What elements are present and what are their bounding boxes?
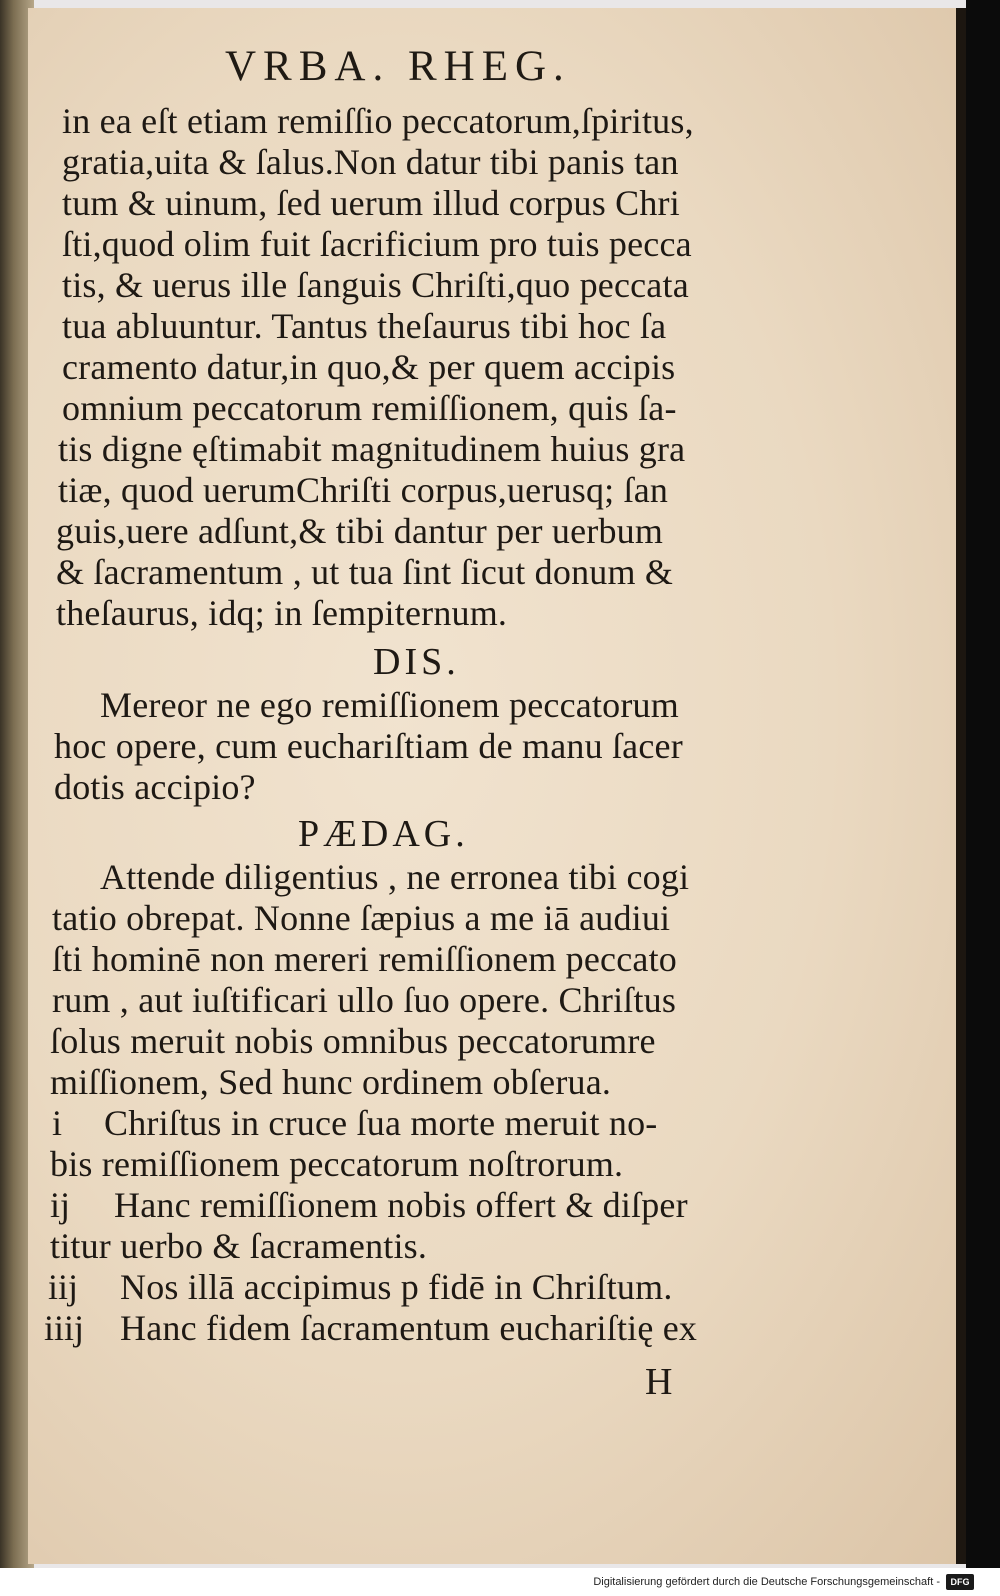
signature-mark: H <box>645 1361 673 1403</box>
point-marker: iij <box>48 1267 79 1307</box>
text-line: tatio obrepat. Nonne ſæpius a me iā audiui <box>52 898 671 938</box>
text-line: ſti,quod olim fuit ſacrificium pro tuis pecca <box>62 224 692 264</box>
point-marker: ij <box>50 1185 71 1225</box>
text-line: Hanc fidem ſacramentum euchariſtię ex <box>120 1308 698 1348</box>
speaker-heading: PÆDAG. <box>298 813 469 855</box>
text-line: Mereor ne ego remiſſionem peccatorum <box>100 685 679 725</box>
text-line: tua abluuntur. Tantus theſaurus tibi hoc ſa <box>62 306 667 346</box>
text-line: gratia,uita & ſalus.Non datur tibi panis tan <box>62 142 679 182</box>
text-line: titur uerbo & ſacramentis. <box>50 1226 428 1266</box>
text-line: dotis accipio? <box>54 767 256 807</box>
text-line: in ea eſt etiam remiſſio peccatorum,ſpiritus, <box>62 101 694 141</box>
scan-edge <box>966 0 1000 1568</box>
text-line: tiæ, quod uerumChriſti corpus,uerusq; ſan <box>58 470 669 510</box>
dfg-logo: DFG <box>946 1574 974 1590</box>
text-line: ſolus meruit nobis omnibus peccatorumre <box>50 1021 656 1061</box>
text-line: guis,uere adſunt,& tibi dantur per uerbum <box>56 511 664 551</box>
point-marker: iiij <box>44 1308 85 1348</box>
text-line: miſſionem, Sed hunc ordinem obſerua. <box>50 1062 612 1102</box>
text-line: bis remiſſionem peccatorum noſtrorum. <box>50 1144 624 1184</box>
text-line: & ſacramentum , ut tua ſint ſicut donum & <box>56 552 674 592</box>
text-line: rum , aut iuſtificari ullo ſuo opere. Chriſtus <box>52 980 677 1020</box>
text-line: cramento datur,in quo,& per quem accipis <box>62 347 676 387</box>
speaker-heading: DIS. <box>373 641 460 683</box>
text-line: omnium peccatorum remiſſionem, quis ſa- <box>62 388 677 428</box>
text-line: tis, & uerus ille ſanguis Chriſti,quo peccata <box>62 265 689 305</box>
text-line: Nos illā accipimus p fidē in Chriſtum. <box>120 1267 673 1307</box>
text-line: Attende diligentius , ne erronea tibi cogi <box>100 857 690 897</box>
text-line: ſti hominē non mereri remiſſionem peccato <box>52 939 677 979</box>
funding-note: Digitalisierung gefördert durch die Deutsche Forschungsgemeinschaft - <box>593 1576 940 1588</box>
point-marker: i <box>52 1103 63 1143</box>
text-line: hoc opere, cum euchariſtiam de manu ſacer <box>54 726 683 766</box>
text-line: Hanc remiſſionem nobis offert & diſper <box>114 1185 688 1225</box>
text-line: tum & uinum, ſed uerum illud corpus Chri <box>62 183 680 223</box>
running-head: VRBA. RHEG. <box>225 43 571 90</box>
text-line: tis digne ęſtimabit magnitudinem huius gra <box>58 429 686 469</box>
text-line: Chriſtus in cruce ſua morte meruit no- <box>104 1103 658 1143</box>
text-line: theſaurus, idq; in ſempiternum. <box>56 593 508 633</box>
